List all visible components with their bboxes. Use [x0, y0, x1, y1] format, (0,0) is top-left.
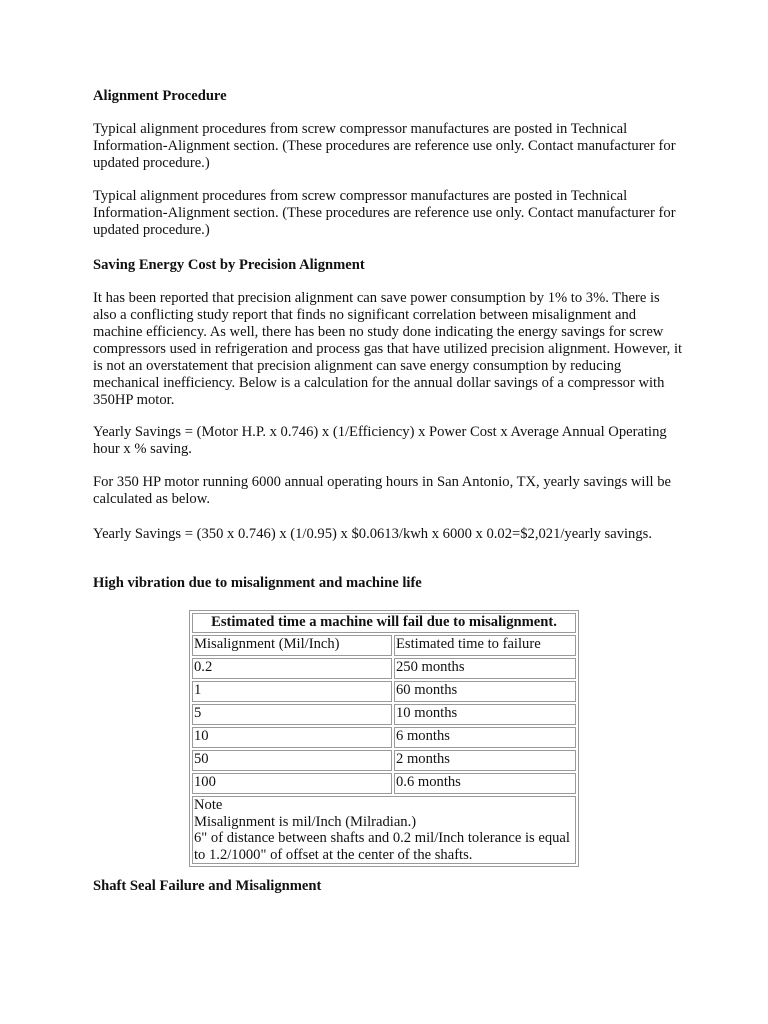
table-row	[192, 658, 576, 679]
failure-time-table	[189, 610, 579, 867]
table-caption: Estimated time a machine will fail due to misalignment.	[192, 613, 576, 633]
misalignment-cell: 1	[192, 681, 392, 702]
failure-time-cell: 10 months	[394, 704, 576, 725]
example-calculation: Yearly Savings = (350 x 0.746) x (1/0.95) x $0.0613/kwh x 6000 x 0.02=$2,021/yearly savings.	[93, 526, 652, 542]
misalignment-cell: 0.2	[192, 658, 392, 679]
misalignment-cell: 100	[192, 773, 392, 794]
table-row	[192, 727, 576, 748]
table-row	[192, 750, 576, 771]
table-header-row	[192, 635, 576, 656]
misalignment-cell: 50	[192, 750, 392, 771]
section-title-high-vibration: High vibration due to misalignment and machine life	[93, 575, 422, 591]
misalignment-cell: 10	[192, 727, 392, 748]
misalignment-cell: 5	[192, 704, 392, 725]
paragraph: Typical alignment procedures from screw compressor manufactures are posted in Technical Information-Alignment section. (These procedures are reference use only. Contact manufacturer for updated procedure.)	[93, 121, 676, 171]
failure-time-cell: 250 months	[394, 658, 576, 679]
column-header-time-to-failure: Estimated time to failure	[394, 635, 576, 656]
note-label: Note	[194, 797, 223, 813]
note-line: Misalignment is mil/Inch (Milradian.)	[194, 813, 417, 830]
table-row	[192, 704, 576, 725]
failure-time-cell: 6 months	[394, 727, 576, 748]
example-intro: For 350 HP motor running 6000 annual operating hours in San Antonio, TX, yearly savings will be calculated as below.	[93, 474, 672, 507]
table-caption-row	[192, 613, 576, 633]
table-note	[192, 796, 576, 864]
section-title-shaft-seal: Shaft Seal Failure and Misalignment	[93, 878, 322, 894]
section-title-alignment-procedure: Alignment Procedure	[93, 88, 227, 104]
table-row	[192, 773, 576, 794]
table-row	[192, 681, 576, 702]
note-line: 6" of distance between shafts and 0.2 mil/Inch tolerance is equal to 1.2/1000" of offset at the center of the shafts.	[194, 830, 570, 863]
table-note-row	[192, 796, 576, 864]
failure-time-cell: 0.6 months	[394, 773, 576, 794]
savings-formula: Yearly Savings = (Motor H.P. x 0.746) x (1/Efficiency) x Power Cost x Average Annual Operating hour x % saving.	[93, 424, 667, 457]
failure-time-cell: 2 months	[394, 750, 576, 771]
failure-time-cell: 60 months	[394, 681, 576, 702]
column-header-misalignment: Misalignment (Mil/Inch)	[192, 635, 392, 656]
paragraph: It has been reported that precision alignment can save power consumption by 1% to 3%. There is also a conflicting study report that finds no significant correlation between misalignment and machine efficiency. As well, there has been no study done indicating the energy savings for screw compressors used in refrigeration and process gas that have utilized precision alignment. However, it is not an overstatement that precision alignment can save energy consumption by reducing mechanical inefficiency. Below is a calculation for the annual dollar savings of a compressor with 350HP motor.	[93, 290, 683, 408]
section-title-saving-energy: Saving Energy Cost by Precision Alignment	[93, 257, 365, 273]
paragraph: Typical alignment procedures from screw compressor manufactures are posted in Technical Information-Alignment section. (These procedures are reference use only. Contact manufacturer for updated procedure.)	[93, 188, 676, 238]
